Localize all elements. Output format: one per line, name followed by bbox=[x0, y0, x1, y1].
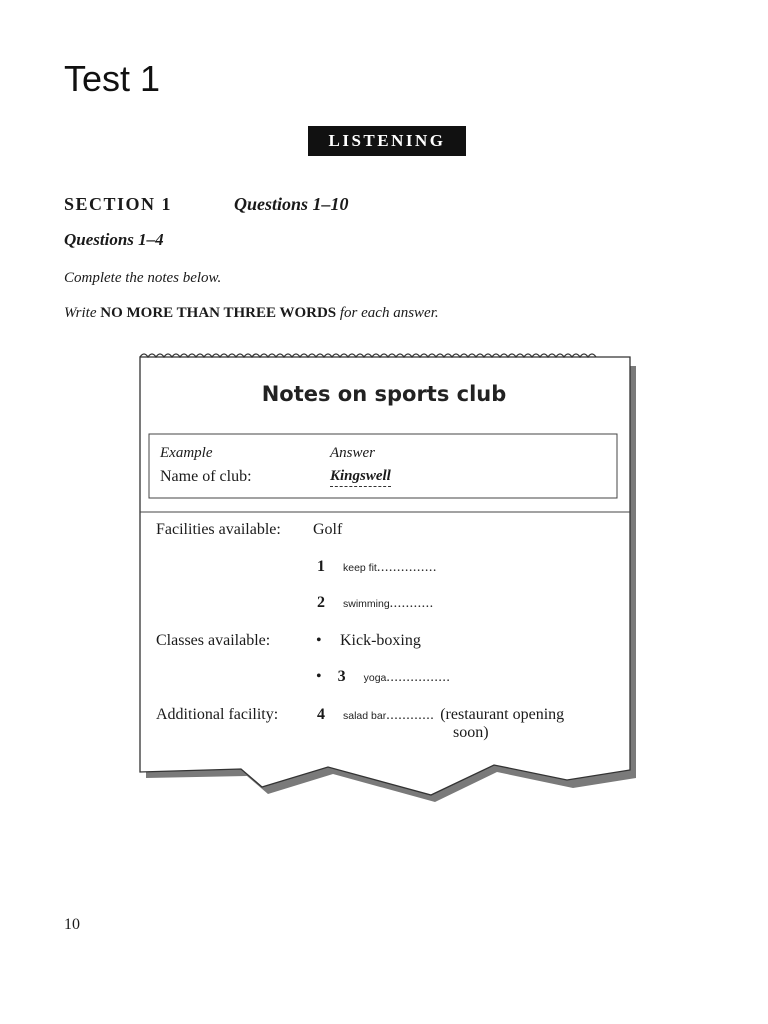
example-label: Example bbox=[160, 445, 213, 461]
instruction-prefix: Write bbox=[64, 305, 101, 321]
additional-note-continued: soon) bbox=[453, 724, 489, 741]
notes-title: Notes on sports club bbox=[261, 382, 507, 406]
page-number: 10 bbox=[64, 916, 80, 933]
question-number: 4 bbox=[317, 706, 325, 723]
question-number: 3 bbox=[337, 668, 346, 685]
answer-row-4 bbox=[317, 706, 564, 724]
facilities-label: Facilities available: bbox=[156, 521, 281, 538]
answer-handwritten[interactable]: salad bar bbox=[343, 710, 387, 722]
answer-dots: ................ bbox=[386, 670, 451, 685]
instruction-suffix: for each answer. bbox=[336, 305, 439, 321]
section-heading: SECTION 1 bbox=[64, 194, 173, 214]
notes-paper-body bbox=[140, 357, 630, 795]
example-field-label: Name of club: bbox=[160, 468, 252, 485]
answer-dots: ............ bbox=[386, 708, 435, 723]
questions-subheading: Questions 1–4 bbox=[64, 230, 164, 249]
answer-dots: ............... bbox=[376, 560, 437, 575]
test-title: Test 1 bbox=[64, 58, 161, 99]
instruction-complete-notes: Complete the notes below. bbox=[64, 270, 222, 286]
classes-label: Classes available: bbox=[156, 632, 271, 649]
bullet: • bbox=[316, 632, 322, 649]
answer-label: Answer bbox=[330, 445, 375, 461]
facility-golf: Golf bbox=[313, 521, 343, 538]
question-number: 1 bbox=[317, 558, 325, 575]
answer-handwritten[interactable]: keep fit bbox=[343, 562, 377, 574]
answer-row-2 bbox=[317, 594, 434, 612]
instruction-word-limit-bold: NO MORE THAN THREE WORDS bbox=[100, 305, 337, 321]
answer-row-1 bbox=[317, 558, 437, 576]
bullet: • bbox=[316, 668, 322, 685]
question-number: 2 bbox=[317, 594, 325, 611]
answer-row-3 bbox=[316, 668, 450, 686]
example-answer: Kingswell bbox=[330, 468, 391, 487]
additional-note: (restaurant opening bbox=[440, 706, 565, 723]
section-questions-range: Questions 1–10 bbox=[234, 194, 349, 214]
additional-label: Additional facility: bbox=[156, 706, 279, 723]
answer-handwritten[interactable]: swimming bbox=[343, 598, 390, 610]
answer-dots: ........... bbox=[389, 596, 434, 611]
answer-handwritten[interactable]: yoga bbox=[363, 672, 387, 684]
class-kick-boxing: Kick-boxing bbox=[340, 632, 421, 649]
listening-banner: LISTENING bbox=[308, 126, 466, 156]
